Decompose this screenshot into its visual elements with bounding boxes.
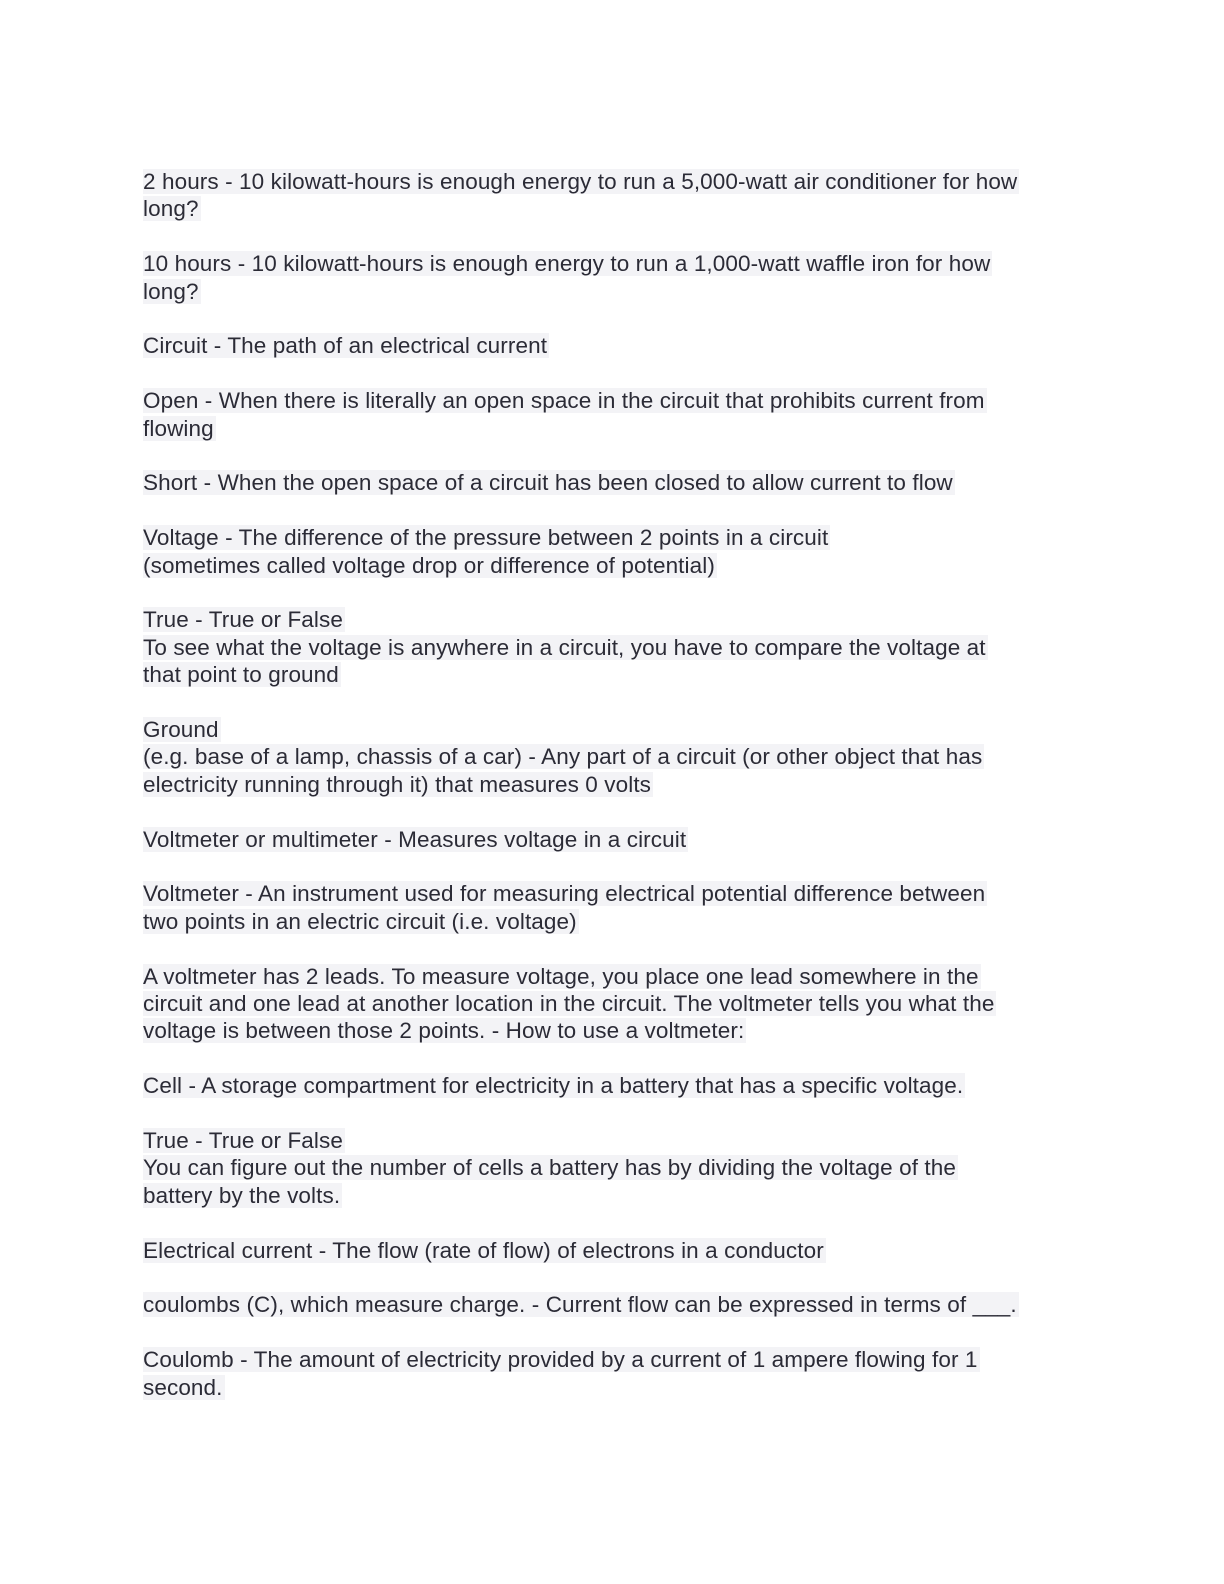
flashcard-entry — [143, 963, 1083, 1045]
text-line: Voltage - The difference of the pressure between 2 points in a circuit — [143, 525, 829, 551]
text-line: long? — [143, 196, 199, 222]
flashcard-entry — [143, 332, 1083, 359]
text-line: True - True or False — [143, 607, 343, 633]
flashcard-entry — [143, 880, 1083, 935]
flashcard-entry — [143, 1237, 1083, 1264]
flashcard-entry — [143, 250, 1083, 305]
flashcard-entry — [143, 1127, 1083, 1209]
text-line: You can figure out the number of cells a battery has by dividing the voltage of the — [143, 1155, 956, 1181]
text-line: electricity running through it) that measures 0 volts — [143, 771, 652, 797]
text-line: True - True or False — [143, 1128, 343, 1154]
text-line: Short - When the open space of a circuit has been closed to allow current to flow — [143, 470, 953, 496]
flashcard-entry — [143, 716, 1083, 798]
flashcard-entry — [143, 387, 1083, 442]
text-line: Electrical current - The flow (rate of flow) of electrons in a conductor — [143, 1237, 824, 1263]
text-line: coulombs (C), which measure charge. - Current flow can be expressed in terms of ___. — [143, 1292, 1017, 1318]
text-line: Voltmeter or multimeter - Measures voltage in a circuit — [143, 826, 687, 852]
text-line: (sometimes called voltage drop or difference of potential) — [143, 552, 715, 578]
text-line: that point to ground — [143, 662, 339, 688]
text-line: A voltmeter has 2 leads. To measure voltage, you place one lead somewhere in the — [143, 963, 979, 989]
text-line: Open - When there is literally an open space in the circuit that prohibits current from — [143, 388, 985, 414]
text-line: 10 hours - 10 kilowatt-hours is enough energy to run a 1,000-watt waffle iron for how — [143, 251, 991, 277]
flashcard-entry — [143, 469, 1083, 496]
flashcard-entry — [143, 1291, 1083, 1318]
flashcard-entry — [143, 1072, 1083, 1099]
text-line: To see what the voltage is anywhere in a circuit, you have to compare the voltage at — [143, 634, 986, 660]
text-line: Cell - A storage compartment for electricity in a battery that has a specific voltage. — [143, 1073, 964, 1099]
flashcard-entry — [143, 524, 1083, 579]
flashcard-entry — [143, 1346, 1083, 1401]
text-line: Ground — [143, 717, 219, 743]
flashcard-entry — [143, 606, 1083, 688]
text-line: long? — [143, 278, 199, 304]
text-line: two points in an electric circuit (i.e. voltage) — [143, 908, 577, 934]
text-line: 2 hours - 10 kilowatt-hours is enough energy to run a 5,000-watt air conditioner for how — [143, 169, 1018, 194]
document-page — [143, 168, 1083, 1428]
text-line: (e.g. base of a lamp, chassis of a car) - Any part of a circuit (or other object that has — [143, 744, 983, 770]
text-line: circuit and one lead at another location in the circuit. The voltmeter tells you what the — [143, 991, 995, 1017]
text-line: Coulomb - The amount of electricity provided by a current of 1 ampere flowing for 1 — [143, 1347, 978, 1373]
text-line: Circuit - The path of an electrical current — [143, 333, 548, 359]
text-line: voltage is between those 2 points. - How to use a voltmeter: — [143, 1018, 745, 1044]
text-line: second. — [143, 1374, 223, 1400]
flashcard-entry — [143, 168, 1083, 223]
text-line: battery by the volts. — [143, 1182, 341, 1208]
flashcard-entry — [143, 826, 1083, 853]
text-line: Voltmeter - An instrument used for measuring electrical potential difference between — [143, 881, 986, 907]
text-line: flowing — [143, 415, 214, 441]
